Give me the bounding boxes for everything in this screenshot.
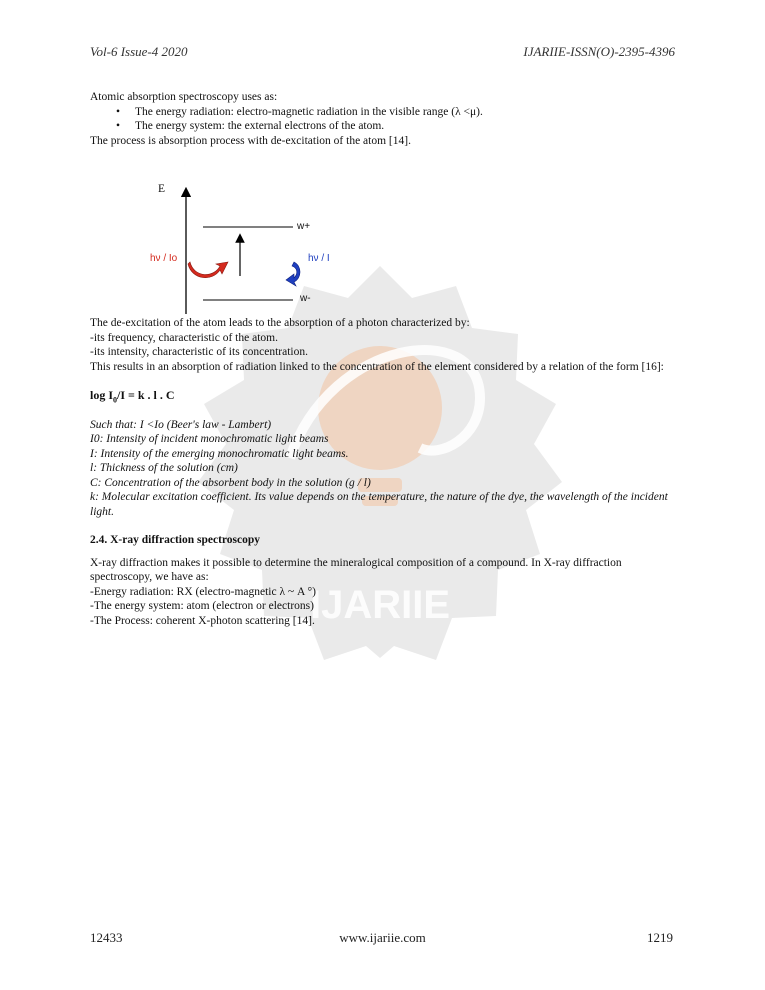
body-line: The de-excitation of the atom leads to the absorption of a photon characterized by: (90, 317, 470, 329)
process-text: The process is absorption process with de-excitation of the atom [14]. (90, 134, 411, 147)
energy-level-diagram (90, 158, 675, 316)
definition-line: I: Intensity of the emerging monochromatic light beams. (90, 447, 349, 460)
watermark-text: IJARIIE (309, 583, 451, 627)
xray-line: -The energy system: atom (electron or electrons) (90, 600, 314, 613)
incident-photon-arrow (188, 262, 228, 278)
bullet-list (90, 105, 675, 134)
incident-photon-label: hν / Io (150, 253, 178, 264)
section-heading: 2.4. X-ray diffraction spectroscopy (90, 534, 261, 547)
footer-website-link[interactable]: www.ijariie.com (339, 930, 426, 945)
xray-paragraph (90, 556, 675, 629)
bullet-item: • The energy system: the external electrons of the atom. (90, 119, 675, 134)
header-issn: IJARIIE-ISSN(O)-2395-4396 (523, 44, 675, 59)
body-line: -its intensity, characteristic of its concentration. (90, 346, 309, 358)
xray-line: X-ray diffraction makes it possible to determine the mineralogical composition of a compound. In X-ray diffraction spectroscopy, we have as: (90, 556, 622, 584)
page-content (90, 90, 675, 628)
body-line: -its frequency, characteristic of the atom. (90, 331, 278, 344)
energy-diagram-svg (90, 158, 675, 316)
definition-line: C: Concentration of the absorbent body in the solution (g / l) (90, 476, 371, 489)
axis-label: E (158, 183, 166, 195)
definition-line: l: Thickness of the solution (cm) (90, 462, 238, 475)
beer-lambert-formula: $\log I_0/I = k$ . l . C (90, 388, 175, 405)
header-volume: Vol-6 Issue-4 2020 (90, 44, 188, 59)
upper-level-label: w+ (297, 221, 311, 232)
xray-line: -Energy radiation: RX (electro-magnetic λ ~ A °) (90, 585, 316, 598)
xray-line: -The Process: coherent X-photon scattering [14]. (90, 614, 315, 627)
body-line: This results in an absorption of radiation linked to the concentration of the element considered by a relation of the form [16]: (90, 360, 664, 373)
definition-line: I0: Intensity of incident monochromatic light beams (90, 433, 329, 446)
intro-text: Atomic absorption spectroscopy uses as: (90, 91, 278, 103)
emergent-photon-label: hν / I (308, 253, 330, 264)
lower-level-label: w- (300, 293, 311, 304)
footer-page-number: 1219 (647, 930, 673, 945)
emergent-photon-arrow (286, 262, 300, 286)
bullet-item: • The energy radiation: electro-magnetic radiation in the visible range (λ <μ). (90, 105, 675, 120)
definitions-block (90, 418, 675, 520)
definition-line: Such that: I <Io (Beer's law - Lambert) (90, 418, 272, 431)
footer-paper-id: 12433 (90, 930, 123, 945)
definition-line: k: Molecular excitation coefficient. Its value depends on the temperature, the nature of the dye, the wavelength of the incident light. (90, 491, 668, 518)
